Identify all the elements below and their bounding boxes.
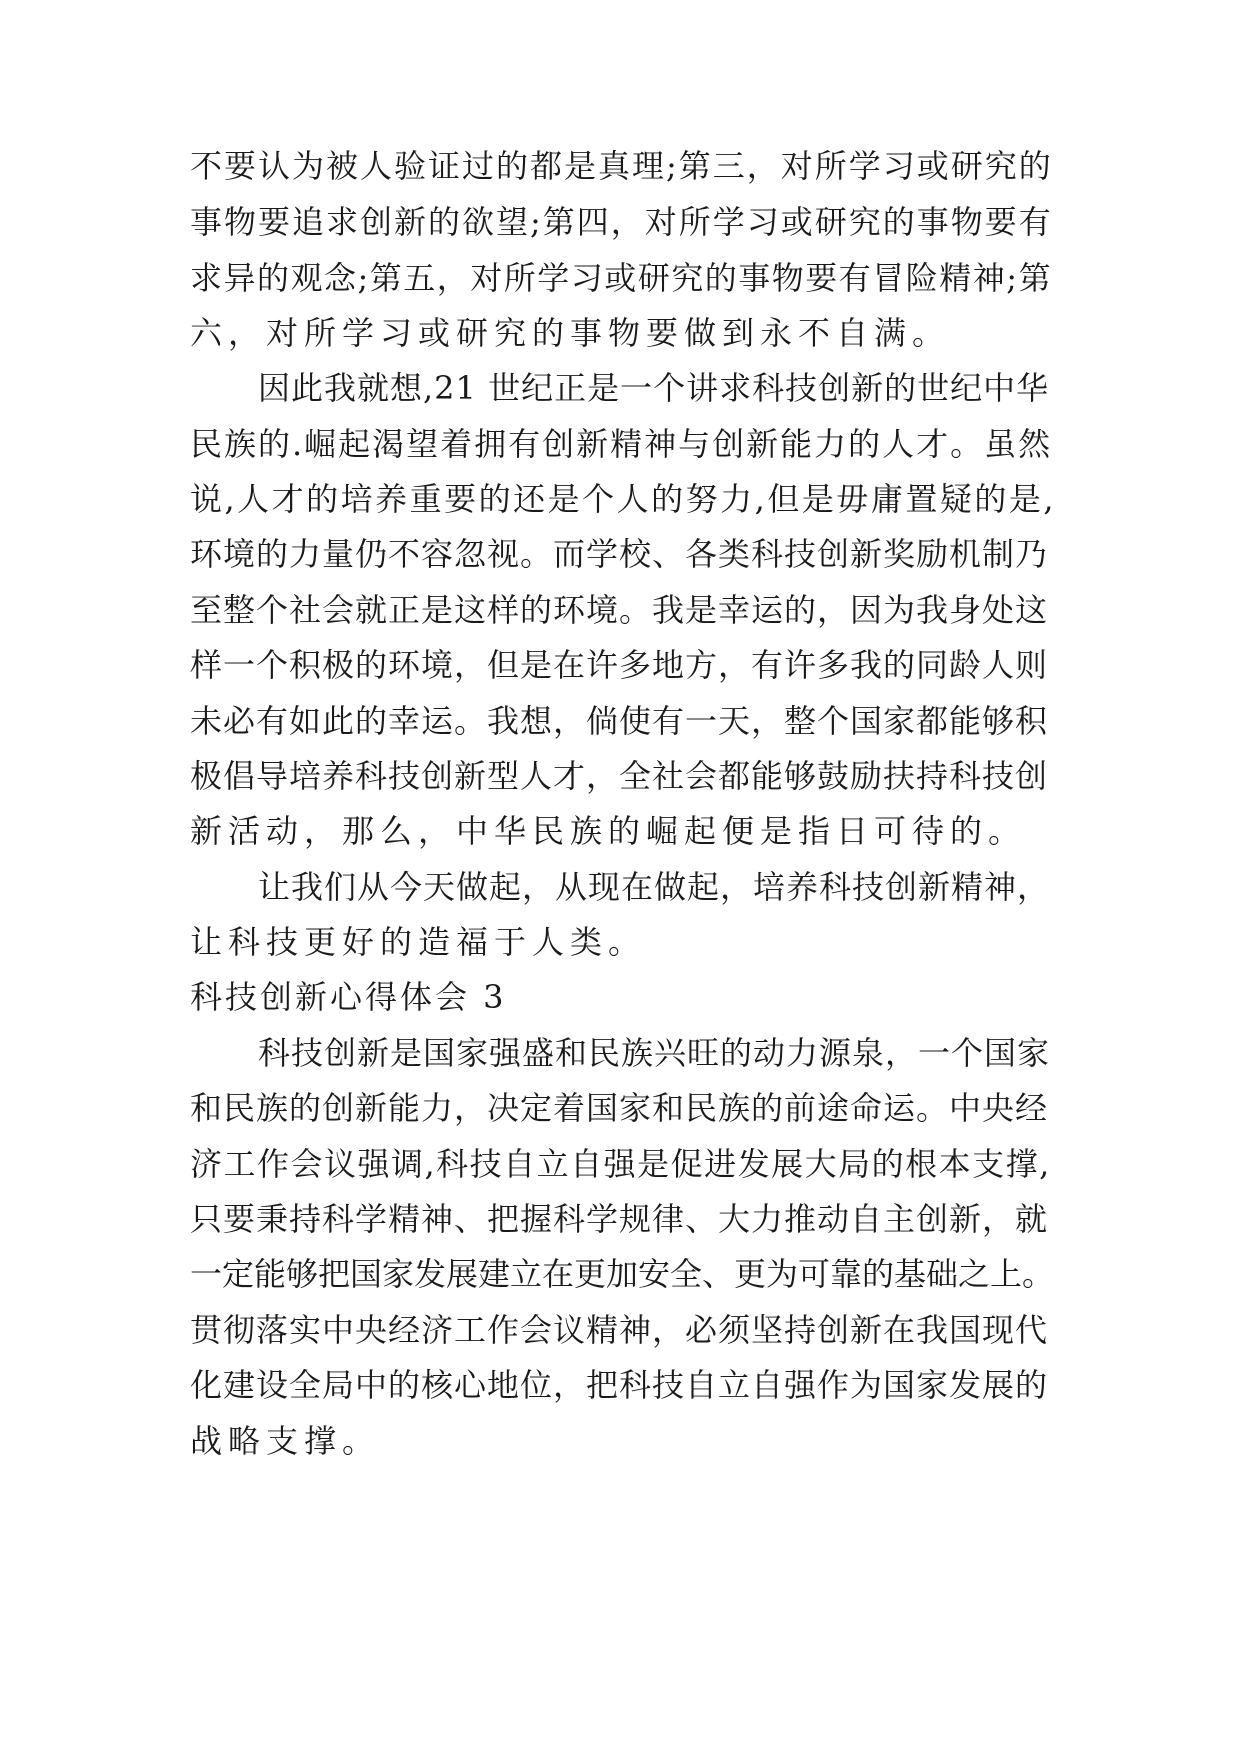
text-line: 六，对所学习或研究的事物要做到永不自满。	[190, 314, 951, 352]
text-line: 新活动，那么，中华民族的崛起便是指日可待的。	[190, 812, 1027, 850]
text-line: 说,人才的培养重要的还是个人的努力,但是毋庸置疑的是,	[190, 480, 1057, 518]
text-line: 和民族的创新能力，决定着国家和民族的前途命运。中央经	[190, 1089, 1049, 1127]
text-line: 战略支撑。	[190, 1422, 381, 1460]
paragraph-first-line: 因此我就想,21 世纪正是一个讲求科技创新的世纪中华	[258, 369, 1050, 407]
text-line: 让科技更好的造福于人类。	[190, 923, 647, 961]
text-line: 样一个积极的环境，但是在许多地方，有许多我的同龄人则	[190, 646, 1049, 684]
text-line: 贯彻落实中央经济工作会议精神，必须坚持创新在我国现代	[190, 1311, 1049, 1349]
text-line: 至整个社会就正是这样的环境。我是幸运的，因为我身处这	[190, 591, 1049, 629]
text-line: 求异的观念;第五，对所学习或研究的事物要有冒险精神;第	[190, 259, 1053, 297]
text-line: 环境的力量仍不容忽视。而学校、各类科技创新奖励机制乃	[190, 535, 1049, 573]
paragraph-first-line: 科技创新是国家强盛和民族兴旺的动力源泉，一个国家	[258, 1034, 1051, 1072]
text-line: 不要认为被人验证过的都是真理;第三，对所学习或研究的	[190, 147, 1053, 185]
text-line: 未必有如此的幸运。我想，倘使有一天，整个国家都能够积	[190, 702, 1049, 740]
text-line: 一定能够把国家发展建立在更加安全、更为可靠的基础之上。	[190, 1255, 1055, 1293]
section-heading: 科技创新心得体会 3	[190, 978, 507, 1016]
text-line: 只要秉持科学精神、把握科学规律、大力推动自主创新，就	[190, 1200, 1049, 1238]
text-line: 极倡导培养科技创新型人才，全社会都能够鼓励扶持科技创	[190, 757, 1049, 795]
text-line: 民族的.崛起渴望着拥有创新精神与创新能力的人才。虽然	[190, 425, 1053, 463]
text-line: 化建设全局中的核心地位，把科技自立自强作为国家发展的	[190, 1366, 1049, 1404]
text-line: 济工作会议强调,科技自立自强是促进发展大局的根本支撑,	[190, 1145, 1051, 1183]
paragraph-first-line: 让我们从今天做起，从现在做起，培养科技创新精神，	[258, 868, 1051, 906]
text-line: 事物要追求创新的欲望;第四，对所学习或研究的事物要有	[190, 203, 1053, 241]
